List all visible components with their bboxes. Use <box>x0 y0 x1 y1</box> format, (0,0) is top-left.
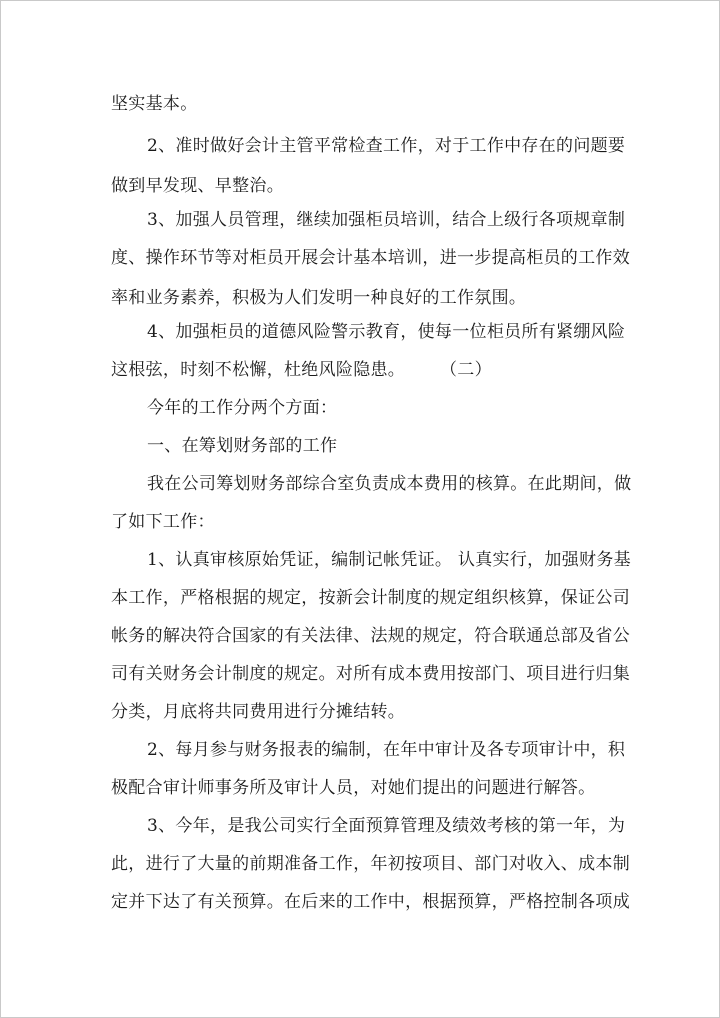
text-line-6: 率和业务素养，积极为人们发明一种良好的工作氛围。 <box>111 288 527 308</box>
text-line-19: 极配合审计师事务所及审计人员，对她们提出的问题进行解答。 <box>111 778 596 798</box>
text-line-18: 2、每月参与财务报表的编制，在年中审计及各专项审计中，积 <box>147 740 626 760</box>
text-line-9: 今年的工作分两个方面： <box>147 398 338 418</box>
text-line-4: 3、加强人员管理，继续加强柜员培训，结合上级行各项规章制 <box>147 210 626 230</box>
text-line-15: 帐务的解决符合国家的有关法律、法规的规定，符合联通总部及省公 <box>111 626 630 646</box>
text-line-14: 本工作，严格根据的规定，按新会计制度的规定组织核算，保证公司 <box>111 588 630 608</box>
text-line-5: 度、操作环节等对柜员开展会计基本培训，进一步提高柜员的工作效 <box>111 248 630 268</box>
text-line-13: 1、认真审核原始凭证，编制记帐凭证。 认真实行，加强财务基 <box>147 550 631 570</box>
text-line-21: 此，进行了大量的前期准备工作，年初按项目、部门对收入、成本制 <box>111 854 630 874</box>
text-line-17: 分类，月底将共同费用进行分摊结转。 <box>111 702 406 722</box>
text-line-12: 了如下工作： <box>111 512 215 532</box>
text-line-20: 3、今年，是我公司实行全面预算管理及绩效考核的第一年，为 <box>147 816 626 836</box>
text-line-2: 2、准时做好会计主管平常检查工作，对于工作中存在的问题要 <box>147 136 626 156</box>
text-line-16: 司有关财务会计制度的规定。对所有成本费用按部门、项目进行归集 <box>111 664 630 684</box>
text-line-8: 这根弦，时刻不松懈，杜绝风险隐患。 （二） <box>111 360 492 380</box>
text-line-7: 4、加强柜员的道德风险警示教育，使每一位柜员所有紧绷风险 <box>147 322 626 342</box>
text-line-1: 坚实基本。 <box>111 94 198 114</box>
text-line-11: 我在公司筹划财务部综合室负责成本费用的核算。在此期间，做 <box>147 474 632 494</box>
text-line-3: 做到早发现、早整治。 <box>111 176 284 196</box>
text-line-22: 定并下达了有关预算。在后来的工作中，根据预算，严格控制各项成 <box>111 892 630 912</box>
section-heading: 一、在筹划财务部的工作 <box>147 436 338 456</box>
